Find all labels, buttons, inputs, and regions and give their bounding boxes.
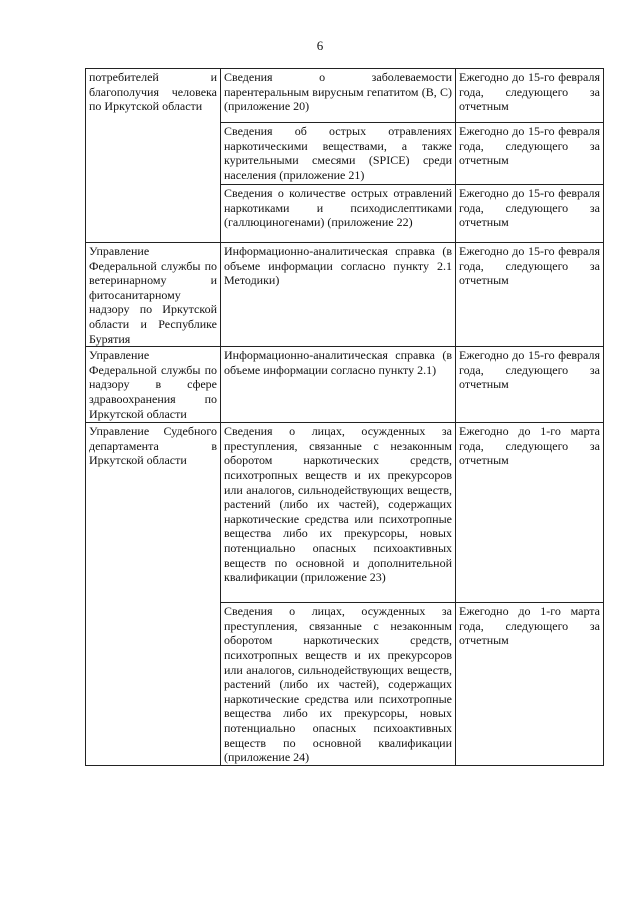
information-cell [221, 123, 456, 185]
deadline-cell [456, 347, 604, 423]
deadline-cell [456, 69, 604, 123]
table-row [86, 423, 604, 603]
deadline-cell [456, 243, 604, 347]
information-text: Информационно-аналитическая справка (в объеме информации согласно пункту 2.1) [224, 348, 452, 377]
deadline-cell [456, 423, 604, 603]
deadline-text: Ежегодно до 15-го февраля года, следующего за отчетным [459, 348, 600, 392]
deadline-text: Ежегодно до 15-го февраля года, следующего за отчетным [459, 186, 600, 230]
table-row [86, 347, 604, 423]
organization-name: Управление Федеральной службы по надзору в сфере здравоохранения по Иркутской области [89, 348, 217, 421]
page-number: 6 [316, 38, 324, 53]
organization-cell [86, 423, 221, 766]
organization-name: Управление Федеральной службы по ветеринарному и фитосанитарному надзору по Иркутской области и Республике Бурятия [89, 244, 217, 346]
table-row [86, 69, 604, 123]
information-text: Сведения об острых отравлениях наркотическими веществами, а также курительными смесями (SPICE) среди населения (приложение 21) [224, 124, 452, 182]
organization-cell [86, 69, 221, 243]
organization-cell [86, 243, 221, 347]
information-text: Сведения о лицах, осужденных за преступления, связанные с незаконным оборотом наркотических средств, психотропных веществ и их прекурсоров или аналогов, сильнодействующих веществ, растений (либо их частей), содержащих наркотические средства или психотропные вещества либо их прекурсоры, новых потенциально опасных психоактивных веществ по основной и дополнительной квалификации (приложение 23) [224, 424, 452, 585]
deadline-text: Ежегодно до 1-го марта года, следующего за отчетным [459, 424, 600, 468]
deadline-text: Ежегодно до 15-го февраля года, следующего за отчетным [459, 70, 600, 114]
organization-name: Управление Судебного департамента в Иркутской области [89, 424, 217, 468]
reporting-table [85, 68, 604, 766]
information-cell [221, 185, 456, 243]
deadline-cell [456, 603, 604, 766]
information-cell [221, 423, 456, 603]
information-cell [221, 69, 456, 123]
organization-cell [86, 347, 221, 423]
information-text: Информационно-аналитическая справка (в объеме информации согласно пункту 2.1 Методики) [224, 244, 452, 288]
information-text: Сведения о количестве острых отравлений наркотиками и психодислептиками (галлюциногенами) (приложение 22) [224, 186, 452, 230]
deadline-cell [456, 185, 604, 243]
table-row [86, 243, 604, 347]
information-text: Сведения о заболеваемости парентеральным вирусным гепатитом (В, С) (приложение 20) [224, 70, 452, 114]
deadline-text: Ежегодно до 15-го февраля года, следующего за отчетным [459, 244, 600, 288]
deadline-text: Ежегодно до 15-го февраля года, следующего за отчетным [459, 124, 600, 168]
information-cell [221, 243, 456, 347]
deadline-text: Ежегодно до 1-го марта года, следующего за отчетным [459, 604, 600, 648]
deadline-cell [456, 123, 604, 185]
organization-name: потребителей и благополучия человека по Иркутской области [89, 70, 217, 114]
information-cell [221, 347, 456, 423]
information-cell [221, 603, 456, 766]
information-text: Сведения о лицах, осужденных за преступления, связанные с незаконным оборотом наркотических средств, психотропных веществ и их прекурсоров или аналогов, сильнодействующих веществ, растений (либо их частей), содержащих наркотические средства или психотропные вещества либо их прекурсоры, новых потенциально опасных психоактивных веществ по основной квалификации (приложение 24) [224, 604, 452, 765]
